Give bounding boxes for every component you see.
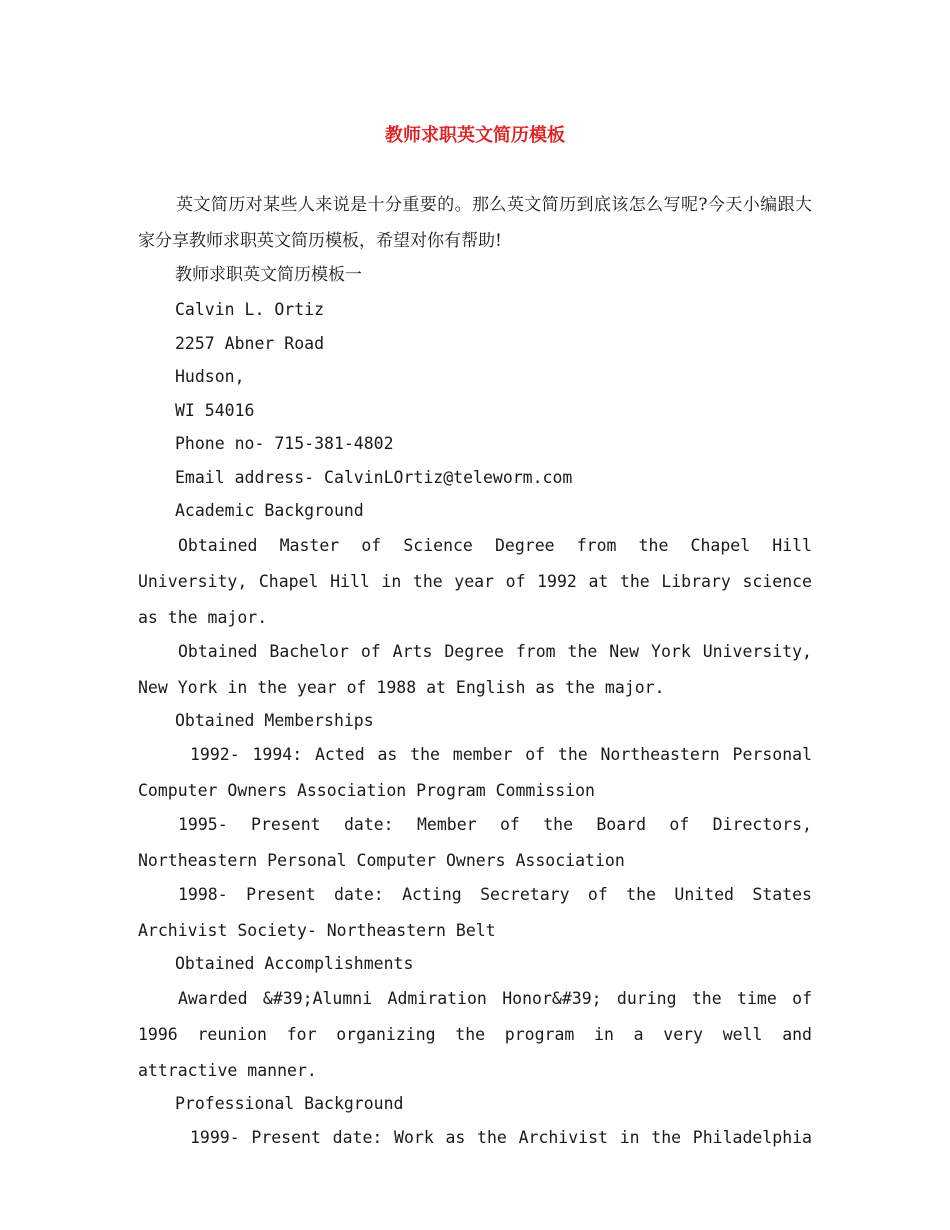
contact-street: 2257 Abner Road [175, 333, 325, 353]
contact-phone: Phone no- 715-381-4802 [175, 434, 394, 453]
academic-item: Obtained Bachelor of Arts Degree from the New York University, New York in the year of 1988 at English as the major. [138, 641, 812, 697]
professional-heading: Professional Background [175, 1093, 404, 1113]
academic-item: Obtained Master of Science Degree from the Chapel Hill University, Chapel Hill in the year of 1992 at the Library science as the major. [138, 535, 812, 627]
intro-paragraph: 英文简历对某些人来说是十分重要的。那么英文简历到底该怎么写呢?今天小编跟大家分享教师求职英文简历模板，希望对你有帮助! [138, 195, 812, 251]
accomplishment-item: Awarded &#39;Alumni Admiration Honor&#39; during the time of 1996 reunion for organizing the program in a very well and attractive manner. [138, 988, 812, 1080]
contact-city: Hudson, [175, 367, 245, 386]
membership-item: 1995- Present date: Member of the Board of Directors, Northeastern Personal Computer Owners Association [138, 815, 812, 870]
academic-heading: Academic Background [175, 501, 364, 520]
professional-item: 1999- Present date: Work as the Archivist in the Philadelphia [190, 1128, 812, 1147]
memberships-heading: Obtained Memberships [175, 710, 374, 730]
resume-subtitle: 教师求职英文简历模板一 [175, 265, 362, 285]
contact-name: Calvin L. Ortiz [175, 300, 325, 319]
contact-email: Email address- CalvinLOrtiz@teleworm.com [175, 467, 573, 487]
membership-item: 1998- Present date: Acting Secretary of the United States Archivist Society- Northeastern Belt [138, 885, 812, 940]
membership-item: 1992- 1994: Acted as the member of the Northeastern Personal Computer Owners Association Program Commission [138, 745, 812, 800]
contact-state-zip: WI 54016 [175, 400, 255, 420]
accomplishments-heading: Obtained Accomplishments [175, 954, 414, 973]
page-title: 教师求职英文简历模板 [385, 125, 565, 146]
document-body [138, 187, 812, 1154]
